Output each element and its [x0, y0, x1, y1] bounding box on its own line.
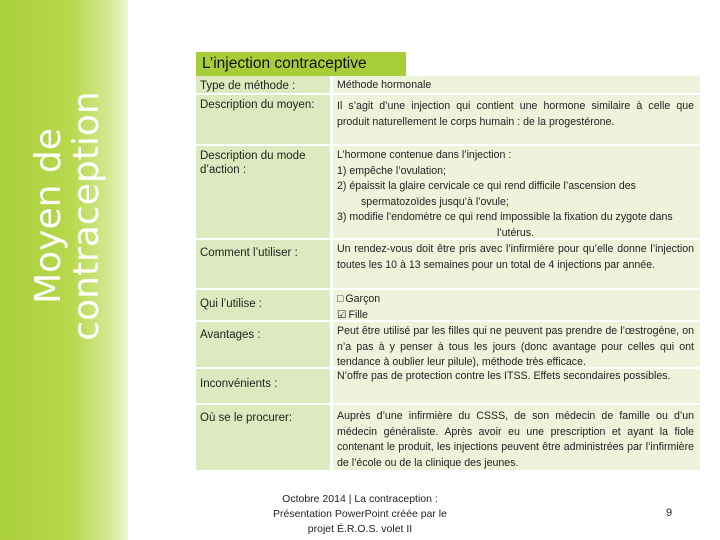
table-row-mode-action [196, 146, 700, 240]
row-label: Description du moyen: [196, 95, 330, 146]
row-label: Inconvénients : [196, 369, 330, 405]
table-row-where [196, 405, 700, 472]
option-label: Fille [348, 308, 368, 321]
row-value [333, 146, 700, 240]
table-row-usage [196, 240, 700, 290]
list-item: 1) empêche l’ovulation; [337, 164, 446, 177]
row-value: Auprès d’une infirmière du CSSS, de son médecin de famille ou d’un médecin généraliste. Après avoir eu une prescription et ayant la fiole contenant le produit, les injections peuvent être administrées par l’infirmière de l’école ou de la clinique des jeunes. [333, 405, 700, 472]
row-value: N’offre pas de protection contre les ITSS. Effets secondaires possibles. [333, 369, 700, 405]
row-label: Où se le procurer: [196, 405, 330, 472]
table-row-disadvantages [196, 369, 700, 405]
page-number: 9 [666, 507, 673, 519]
row-label: Type de méthode : [196, 76, 330, 95]
sidebar-title [30, 91, 106, 340]
row-value: Il s’agit d’une injection qui contient une hormone similaire à celle que produit naturellement le corps humain : de la progestérone. [333, 95, 700, 146]
list-item: spermatozoïdes jusqu’à l’ovule; [361, 195, 509, 208]
list-item: 2) épaissit la glaire cervicale ce qui rend difficile l’ascension des [337, 180, 636, 193]
list-item: l’utérus. [496, 226, 535, 239]
footer-line: Présentation PowerPoint créée par le [273, 508, 447, 520]
table-row-type [196, 76, 700, 95]
table-row-who [196, 290, 700, 322]
row-value [333, 290, 700, 322]
row-label: Avantages : [196, 322, 330, 369]
footer-line: Octobre 2014 | La contraception : [282, 493, 438, 505]
sidebar-title-line1: Moyen de [28, 128, 69, 304]
footer-line: projet É.R.O.S. volet II [307, 523, 413, 535]
option-label: Garçon [345, 293, 381, 305]
checkbox-checked-icon: ☑ [337, 308, 347, 321]
footer [250, 492, 470, 537]
table-row-description [196, 95, 700, 146]
row-value: Méthode hormonale [333, 76, 700, 95]
slide-title: L’injection contraceptive [196, 52, 406, 76]
row-label: Description du mode d’action : [196, 146, 330, 240]
row-label: Comment l’utiliser : [196, 240, 330, 290]
sidebar-band [0, 0, 128, 540]
row-label: Qui l’utilise : [196, 290, 330, 322]
row-value: Un rendez-vous doit être pris avec l’infirmière pour qu’elle donne l’injection toutes les 10 à 13 semaines pour un total de 4 injections par année. [333, 240, 700, 290]
list-item: 3) modifie l’endomètre ce qui rend impossible la fixation du zygote dans [337, 211, 673, 224]
row-value: Peut être utilisé par les filles qui ne peuvent pas prendre de l’œstrogène, on n’a pas à y penser à tous les jours (donc avantage pour celles qui ont tendance à oublier leur pilule), méthode très efficace. [333, 322, 700, 369]
sidebar-title-line2: contraception [66, 91, 107, 341]
table-row-advantages [196, 322, 700, 369]
option-fille [337, 308, 694, 324]
mode-action-intro: L’hormone contenue dans l’injection : [337, 149, 512, 161]
checkbox-empty-icon: □ [337, 293, 344, 305]
info-table [196, 76, 700, 472]
option-garcon [337, 292, 694, 308]
